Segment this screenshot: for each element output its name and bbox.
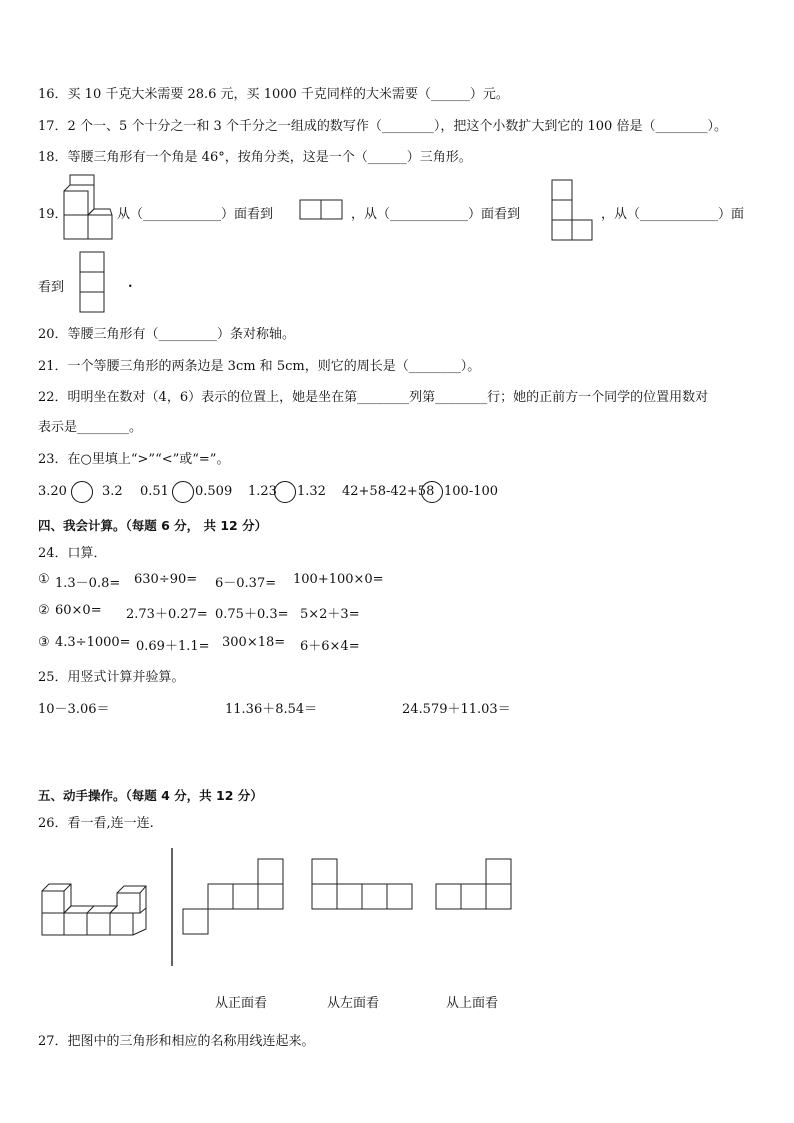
compare-left-4: 42+58-42+58 — [342, 484, 435, 499]
question-25: 25．用竖式计算并验算。 — [38, 670, 185, 685]
compare-right-3: 1.32 — [297, 484, 326, 499]
compare-right-1: 3.2 — [102, 484, 123, 499]
compare-left-1: 3.20 — [38, 484, 67, 499]
oral-row-2-item-2: 2.73＋0.27= — [126, 607, 208, 622]
question-19-part4: 看到 — [38, 280, 65, 295]
question-22-line2: 表示是________。 — [38, 420, 143, 435]
question-19-part3: ，从（____________）面 — [601, 207, 745, 222]
compare-circle-4[interactable] — [421, 481, 443, 503]
oral-row-2-item-1: 60×0= — [55, 603, 102, 618]
compare-right-4: 100-100 — [444, 484, 499, 499]
view-option-2[interactable] — [312, 859, 414, 913]
vertical-calc-2: 11.36＋8.54＝ — [225, 702, 318, 717]
oral-row-3-item-2: 0.69＋1.1= — [136, 639, 210, 654]
oral-row-1-item-4: 100+100×0= — [293, 572, 384, 587]
question-18: 18．等腰三角形有一个角是 46°，按角分类，这是一个（______）三角形。 — [38, 150, 472, 165]
compare-circle-2[interactable] — [172, 481, 194, 503]
question-23: 23．在○里填上“>”“<”或“=”。 — [38, 452, 230, 467]
q19-view-vertical-squares — [80, 252, 106, 316]
oral-row-2-mark: ② — [38, 603, 50, 618]
question-26: 26．看一看,连一连. — [38, 816, 154, 831]
question-19-end: . — [128, 276, 133, 291]
oral-row-2-item-3: 0.75＋0.3= — [215, 607, 289, 622]
oral-row-3-item-1: 4.3÷1000= — [55, 635, 131, 650]
oral-row-3-item-4: 6＋6×4= — [300, 639, 360, 654]
label-top-view[interactable]: 从上面看 — [446, 996, 499, 1011]
question-27: 27．把图中的三角形和相应的名称用线连起来。 — [38, 1034, 315, 1049]
oral-row-1-item-3: 6－0.37= — [215, 576, 277, 591]
q19-3d-cube-figure — [64, 175, 114, 243]
view-option-1[interactable] — [183, 859, 285, 937]
compare-right-2: 0.509 — [195, 484, 233, 499]
oral-row-1-item-2: 630÷90= — [134, 572, 198, 587]
oral-row-2-item-4: 5×2＋3= — [300, 607, 360, 622]
question-17: 17．2 个一、5 个十分之一和 3 个千分之一组成的数写作（________），把这个小数扩大到它的 100 倍是（________）。 — [38, 119, 727, 134]
question-19-number: 19． — [38, 207, 68, 222]
vertical-calc-1: 10－3.06＝ — [38, 702, 110, 717]
label-left-view[interactable]: 从左面看 — [327, 996, 380, 1011]
q19-view-two-squares — [300, 200, 344, 222]
question-20: 20．等腰三角形有（_________）条对称轴。 — [38, 327, 296, 342]
compare-left-3: 1.23 — [248, 484, 277, 499]
oral-row-1-item-1: 1.3－0.8= — [55, 576, 121, 591]
compare-left-2: 0.51 — [140, 484, 169, 499]
vertical-calc-3: 24.579＋11.03＝ — [402, 702, 511, 717]
question-22-line1: 22．明明坐在数对（4，6）表示的位置上，她是坐在第________列第________行；她的正前方一个同学的位置用数对 — [38, 390, 709, 405]
question-21: 21．一个等腰三角形的两条边是 3cm 和 5cm，则它的周长是（________）。 — [38, 359, 481, 374]
oral-row-3-item-3: 300×18= — [222, 635, 286, 650]
question-19-part2: ，从（____________）面看到 — [351, 207, 521, 222]
label-front-view[interactable]: 从正面看 — [215, 996, 268, 1011]
divider-line — [171, 848, 175, 968]
compare-circle-1[interactable] — [71, 481, 93, 503]
section-5-heading: 五、动手操作。（每题 4 分，共 12 分） — [38, 788, 263, 803]
oral-row-3-mark: ③ — [38, 635, 50, 650]
section-4-heading: 四、我会计算。（每题 6 分， 共 12 分） — [38, 518, 268, 533]
q26-3d-block-figure — [42, 884, 162, 944]
question-24: 24．口算． — [38, 546, 107, 561]
compare-circle-3[interactable] — [274, 481, 296, 503]
view-option-3[interactable] — [436, 859, 514, 913]
question-16: 16．买 10 千克大米需要 28.6 元，买 1000 千克同样的大米需要（______）元。 — [38, 87, 509, 102]
question-19-part1: 从（____________）面看到 — [117, 207, 274, 222]
q19-view-l-shape — [552, 180, 596, 244]
oral-row-1-mark: ① — [38, 572, 50, 587]
